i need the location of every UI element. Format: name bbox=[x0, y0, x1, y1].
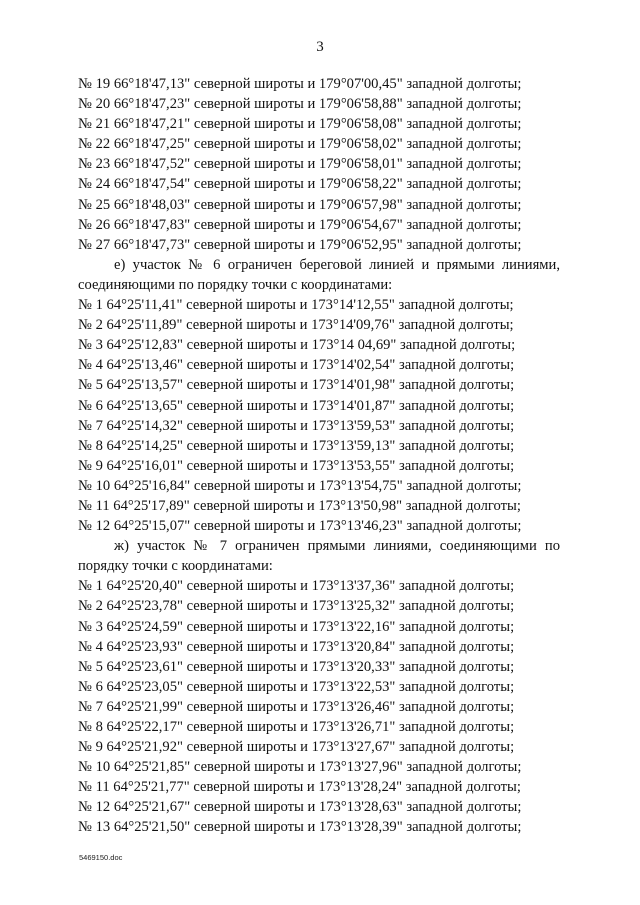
coordinate-line: № 1 64°25'11,41" северной широты и 173°14'12,55" западной долготы; bbox=[78, 297, 514, 314]
coordinate-line: № 6 64°25'23,05" северной широты и 173°13'22,53" западной долготы; bbox=[78, 678, 515, 695]
coordinate-line: № 10 64°25'16,84" северной широты и 173°13'54,75" западной долготы; bbox=[78, 477, 522, 494]
section-e bbox=[78, 255, 560, 536]
coordinate-line: № 12 64°25'15,07" северной широты и 173°13'46,23" западной долготы; bbox=[78, 518, 522, 535]
coordinate-line: № 21 66°18'47,21" северной широты и 179°06'58,08" западной долготы; bbox=[78, 116, 522, 133]
coordinate-line: № 5 64°25'13,57" северной широты и 173°14'01,98" западной долготы; bbox=[78, 377, 515, 394]
coordinate-line: № 9 64°25'21,92" северной широты и 173°13'27,67" западной долготы; bbox=[78, 739, 515, 756]
coordinate-line: № 5 64°25'23,61" северной широты и 173°13'20,33" западной долготы; bbox=[78, 658, 515, 675]
coordinate-line: № 7 64°25'21,99" северной широты и 173°13'26,46" западной долготы; bbox=[78, 698, 515, 715]
coordinate-line: № 25 66°18'48,03" северной широты и 179°06'57,98" западной долготы; bbox=[78, 196, 522, 213]
page-number: 3 bbox=[316, 39, 324, 55]
section-zh-intro: ж) участок № 7 ограничен прямыми линиями, соединяющими по порядку точки с координатами: bbox=[78, 538, 560, 575]
coordinate-line: № 8 64°25'22,17" северной широты и 173°13'26,71" западной долготы; bbox=[78, 719, 515, 735]
coordinate-line: № 3 64°25'24,59" северной широты и 173°13'22,16" западной долготы; bbox=[78, 618, 515, 635]
coordinate-line: № 11 64°25'21,77" северной широты и 173°13'28,24" западной долготы; bbox=[78, 779, 521, 796]
coordinate-line: № 24 66°18'47,54" северной широты и 179°06'58,22" западной долготы; bbox=[78, 176, 522, 193]
coordinate-line: № 8 64°25'14,25" северной широты и 173°13'59,13" западной долготы; bbox=[78, 437, 515, 454]
coordinate-line: № 27 66°18'47,73" северной широты и 179°06'52,95" западной долготы; bbox=[78, 236, 522, 253]
footer-filename: 5469150.doc bbox=[79, 853, 123, 862]
coordinate-line: № 4 64°25'23,93" северной широты и 173°13'20,84" западной долготы; bbox=[78, 638, 515, 655]
coordinate-line: № 3 64°25'12,83" северной широты и 173°14 04,69" западной долготы; bbox=[78, 337, 516, 354]
coordinate-line: № 26 66°18'47,83" северной широты и 179°06'54,67" западной долготы; bbox=[78, 216, 522, 233]
section-zh bbox=[78, 536, 560, 837]
coordinate-line: № 2 64°25'11,89" северной широты и 173°14'09,76" западной долготы; bbox=[78, 317, 514, 334]
coordinate-line: № 1 64°25'20,40" северной широты и 173°13'37,36" западной долготы; bbox=[78, 578, 515, 595]
coordinate-line: № 10 64°25'21,85" северной широты и 173°13'27,96" западной долготы; bbox=[78, 759, 522, 776]
coordinate-line: № 11 64°25'17,89" северной широты и 173°13'50,98" западной долготы; bbox=[78, 497, 521, 514]
coordinate-line: № 2 64°25'23,78" северной широты и 173°13'25,32" западной долготы; bbox=[78, 598, 515, 615]
coordinate-line: № 4 64°25'13,46" северной широты и 173°14'02,54" западной долготы; bbox=[78, 357, 515, 374]
coordinate-line: № 6 64°25'13,65" северной широты и 173°14'01,87" западной долготы; bbox=[78, 397, 515, 414]
section-e-intro: е) участок № 6 ограничен береговой линией и прямыми линиями, соединяющими по порядку точки с координатами: bbox=[78, 256, 560, 293]
coordinate-line: № 22 66°18'47,25" северной широты и 179°06'58,02" западной долготы; bbox=[78, 136, 522, 153]
coordinate-line: № 12 64°25'21,67" северной широты и 173°13'28,63" западной долготы; bbox=[78, 799, 522, 816]
document-body bbox=[78, 74, 560, 838]
coordinate-line: № 19 66°18'47,13" северной широты и 179°07'00,45" западной долготы; bbox=[78, 76, 522, 92]
coordinate-line: № 7 64°25'14,32" северной широты и 173°13'59,53" западной долготы; bbox=[78, 417, 515, 434]
coordinate-line: № 23 66°18'47,52" северной широты и 179°06'58,01" западной долготы; bbox=[78, 156, 522, 173]
coordinate-line: № 20 66°18'47,23" северной широты и 179°06'58,88" западной долготы; bbox=[78, 96, 522, 113]
coordinate-line: № 13 64°25'21,50" северной широты и 173°13'28,39" западной долготы; bbox=[78, 819, 522, 836]
coordinate-line: № 9 64°25'16,01" северной широты и 173°13'53,55" западной долготы; bbox=[78, 457, 515, 474]
coordinate-list-continuation bbox=[78, 74, 560, 255]
